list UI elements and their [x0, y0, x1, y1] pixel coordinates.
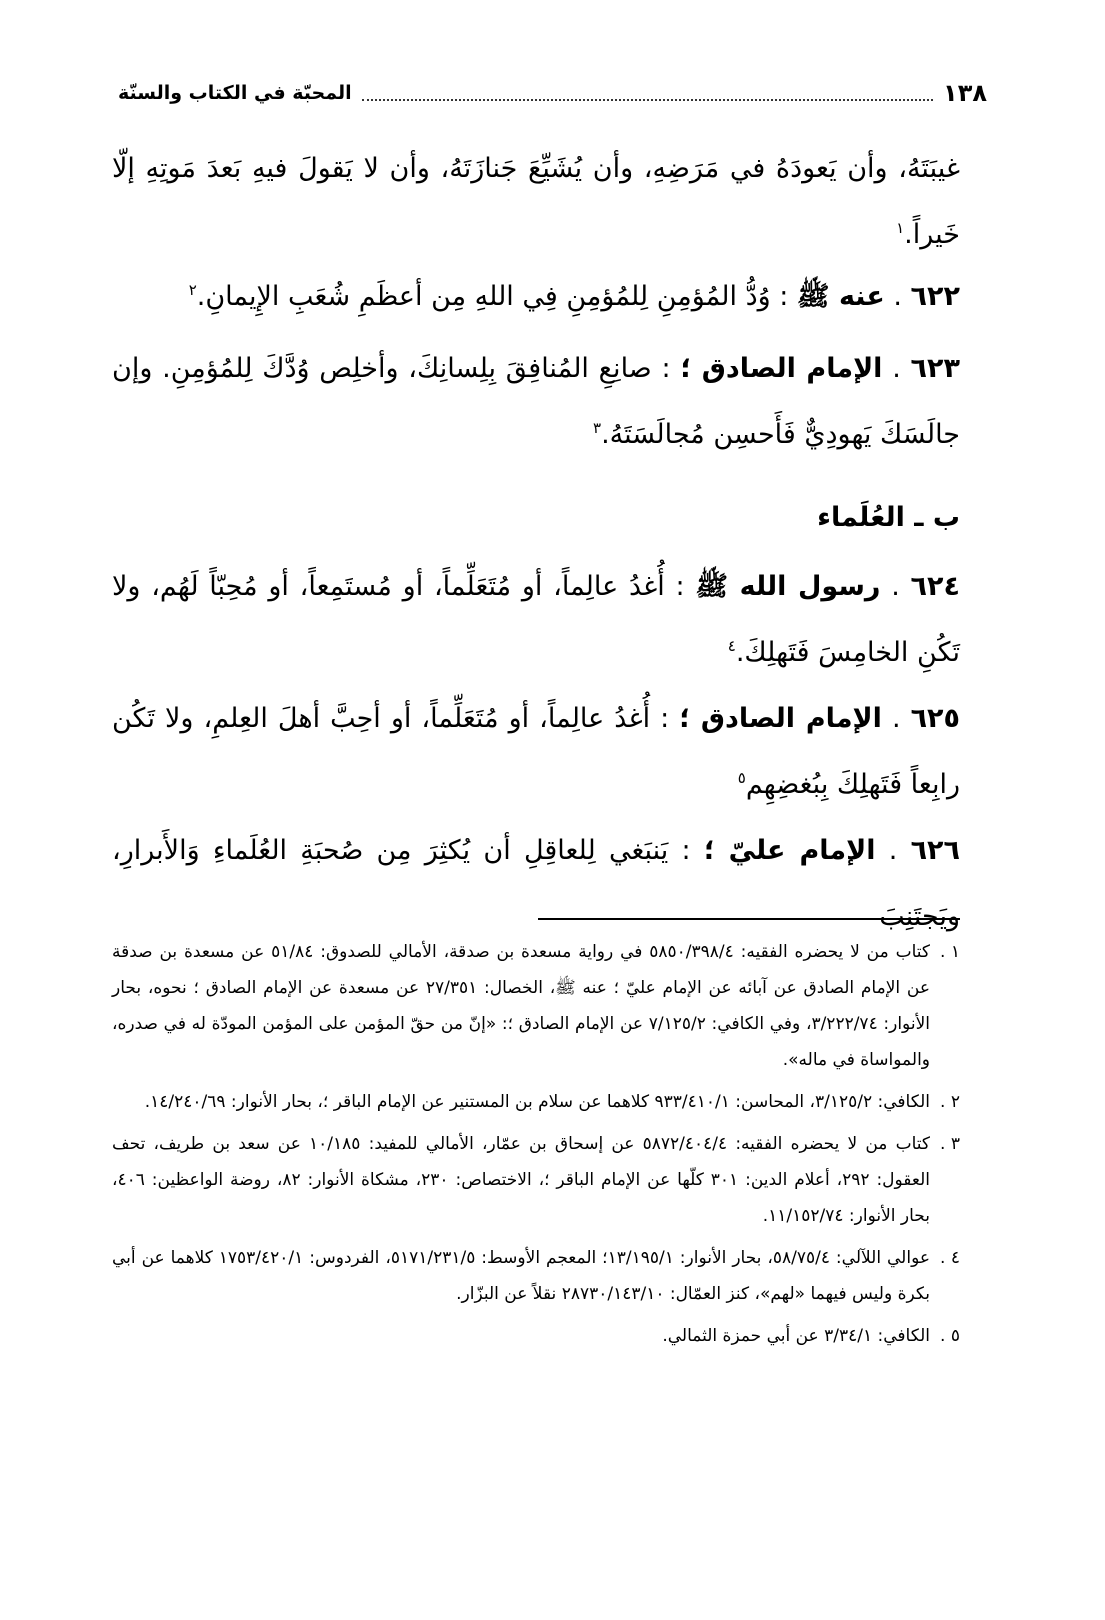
footnote-marker[interactable]: ٥ — [737, 769, 746, 787]
footnote-text: الكافي: ٣/١٢٥/٢، المحاسن: ٩٣٣/٤١٠/١ كلاهما عن سلام بن المستنير عن الإمام الباقر ؛، بحار الأنوار: ١٤/٢٤٠/٦٩. — [144, 1092, 930, 1112]
hadith-paragraph: ٦٢٣ . الإمام الصادق ؛ : صانِعِ المُنافِقَ بِلِسانِكَ، وأخلِص وُدَّكَ لِلمُؤمِنِ. وإن جالَسَكَ يَهودِيٌّ فَأَحسِن مُجالَسَتَهُ.$^٣$ — [112, 353, 960, 450]
hadith-text: : وُدُّ المُؤمِنِ لِلمُؤمِنِ فِي اللهِ مِن أعظَمِ شُعَبِ الإِيمانِ. — [196, 281, 789, 312]
footnote-text: الكافي: ٣/٣٤/١ عن أبي حمزة الثمالي. — [662, 1326, 930, 1346]
footnote-number: ١ . — [940, 942, 960, 962]
footnote-item — [112, 1126, 960, 1234]
hadith-speaker: الإمام عليّ ؛ — [703, 835, 876, 866]
page-header — [118, 72, 987, 108]
hadith-text: : صانِعِ المُنافِقَ بِلِسانِكَ، وأخلِص وُدَّكَ لِلمُؤمِنِ. وإن جالَسَكَ يَهودِيٌّ فَأَحسِن مُجالَسَتَهُ. — [112, 353, 960, 450]
page-number: ١٣٨ — [943, 79, 987, 107]
footnote-marker[interactable]: ٢ — [188, 281, 197, 299]
footnote-item — [112, 1240, 960, 1312]
footnote-number: ٣ . — [940, 1134, 960, 1154]
hadith-speaker: رسول الله ﷺ — [695, 571, 881, 602]
hadith-number: ٦٢٥ — [910, 703, 961, 734]
hadith-speaker: الإمام الصادق ؛ — [679, 703, 882, 734]
footnote-separator — [538, 918, 960, 920]
hadith-paragraph: ٦٢٢ . عنه ﷺ : وُدُّ المُؤمِنِ لِلمُؤمِنِ فِي اللهِ مِن أعظَمِ شُعَبِ الإِيمانِ.$^٢$ — [188, 281, 960, 312]
footnote-number: ٤ . — [940, 1248, 960, 1268]
footnote-item — [112, 934, 960, 1078]
hadith-number: ٦٢٦ — [910, 835, 961, 866]
hadith-speaker: عنه ﷺ — [796, 281, 885, 312]
footnote-marker[interactable]: ٣ — [593, 419, 602, 437]
footnote-item — [112, 1318, 960, 1354]
footnote-text: كتاب من لا يحضره الفقيه: ٥٨٧٢/٤٠٤/٤ عن إسحاق بن عمّار، الأمالي للمفيد: ١٠/١٨٥ عن سعد بن طريف، تحف العقول: ٢٩٢، أعلام الدين: ٣٠١ كلّها عن الإمام الباقر ؛، الاختصاص: ٢٣٠، مشكاة الأنوار: ٨٢، روضة الواعظين: ٤٠٦، بحار الأنوار: ١١/١٥٢/٧٤. — [112, 1134, 931, 1226]
hadith-paragraph — [112, 136, 960, 268]
footnotes — [112, 934, 960, 1360]
footnote-number: ٥ . — [940, 1326, 960, 1346]
hadith-number: ٦٢٤ — [910, 571, 960, 602]
footnote-marker[interactable]: ٤ — [727, 637, 736, 655]
hadith-number: ٦٢٣ — [910, 353, 960, 384]
hadith-text: : أُغدُ عالِماً، أو مُتَعَلِّماً، أو أحِبَّ أهلَ العِلمِ، ولا تَكُن رابِعاً فَتَهلِكَ بِبُغضِهِم — [112, 703, 960, 800]
footnote-text: كتاب من لا يحضره الفقيه: ٥٨٥٠/٣٩٨/٤ في رواية مسعدة بن صدقة، الأمالي للصدوق: ٥١/٨٤ عن مسعدة بن صدقة عن الإمام الصادق عن آبائه عن الإمام عليّ ؛ عنه ﷺ، الخصال: ٢٧/٣٥١ عن مسعدة عن الإمام الصادق ؛ نحوه، بحار الأنوار: ٣/٢٢٢/٧٤، وفي الكافي: ٧/١٢٥/٢ عن الإمام الصادق ؛: «إنّ من حقّ المؤمن على المؤمن المودّة له في صدره، والمواساة في ماله». — [112, 942, 930, 1070]
hadith-text: غيبَتَهُ، وأن يَعودَهُ في مَرَضِهِ، وأن يُشَيِّعَ جَنازَتَهُ، وأن لا يَقولَ فيهِ بَعدَ مَوتِهِ إلّا خَيراً. — [112, 153, 960, 250]
hadith-text: : أُغدُ عالِماً، أو مُتَعَلِّماً، أو مُستَمِعاً، أو مُحِبّاً لَهُم، ولا تَكُنِ الخامِسَ فَتَهلِكَ. — [112, 571, 960, 668]
footnote-number: ٢ . — [940, 1092, 960, 1112]
hadith-number: ٦٢٢ — [910, 281, 960, 312]
running-title: المحبّة في الكتاب والسنّة — [118, 82, 352, 104]
hadith-paragraph: ٦٢٦ . الإمام عليّ ؛ : يَنبَغي لِلعاقِلِ أن يُكثِرَ مِن صُحبَةِ العُلَماءِ وَالأَبرارِ، ويَجتَنِبَ — [112, 835, 961, 932]
footnote-marker[interactable]: ١ — [896, 219, 905, 237]
header-dot-leader — [362, 98, 933, 101]
hadith-paragraph: ٦٢٤ . رسول الله ﷺ : أُغدُ عالِماً، أو مُتَعَلِّماً، أو مُستَمِعاً، أو مُحِبّاً لَهُم، ولا تَكُنِ الخامِسَ فَتَهلِكَ.$^٤$ — [112, 571, 960, 668]
section-heading: ب ـ العُلَماء — [817, 502, 960, 533]
footnote-text: عوالي اللآلي: ٥٨/٧٥/٤، بحار الأنوار: ١٣/١٩٥/١؛ المعجم الأوسط: ٥١٧١/٢٣١/٥، الفردوس: ١٧٥٣/٤٢٠/١ كلاهما عن أبي بكرة وليس فيهما «لهم»، كنز العمّال: ٢٨٧٣٠/١٤٣/١٠ نقلاً عن البزّار. — [112, 1248, 930, 1304]
hadith-text: : يَنبَغي لِلعاقِلِ أن يُكثِرَ مِن صُحبَةِ العُلَماءِ وَالأَبرارِ، ويَجتَنِبَ — [112, 835, 960, 932]
hadith-paragraph: ٦٢٥ . الإمام الصادق ؛ : أُغدُ عالِماً، أو مُتَعَلِّماً، أو أحِبَّ أهلَ العِلمِ، ولا تَكُن رابِعاً فَتَهلِكَ بِبُغضِهِم$^٥$ — [112, 703, 961, 800]
hadith-speaker: الإمام الصادق ؛ — [680, 353, 883, 384]
footnote-item — [112, 1084, 960, 1120]
